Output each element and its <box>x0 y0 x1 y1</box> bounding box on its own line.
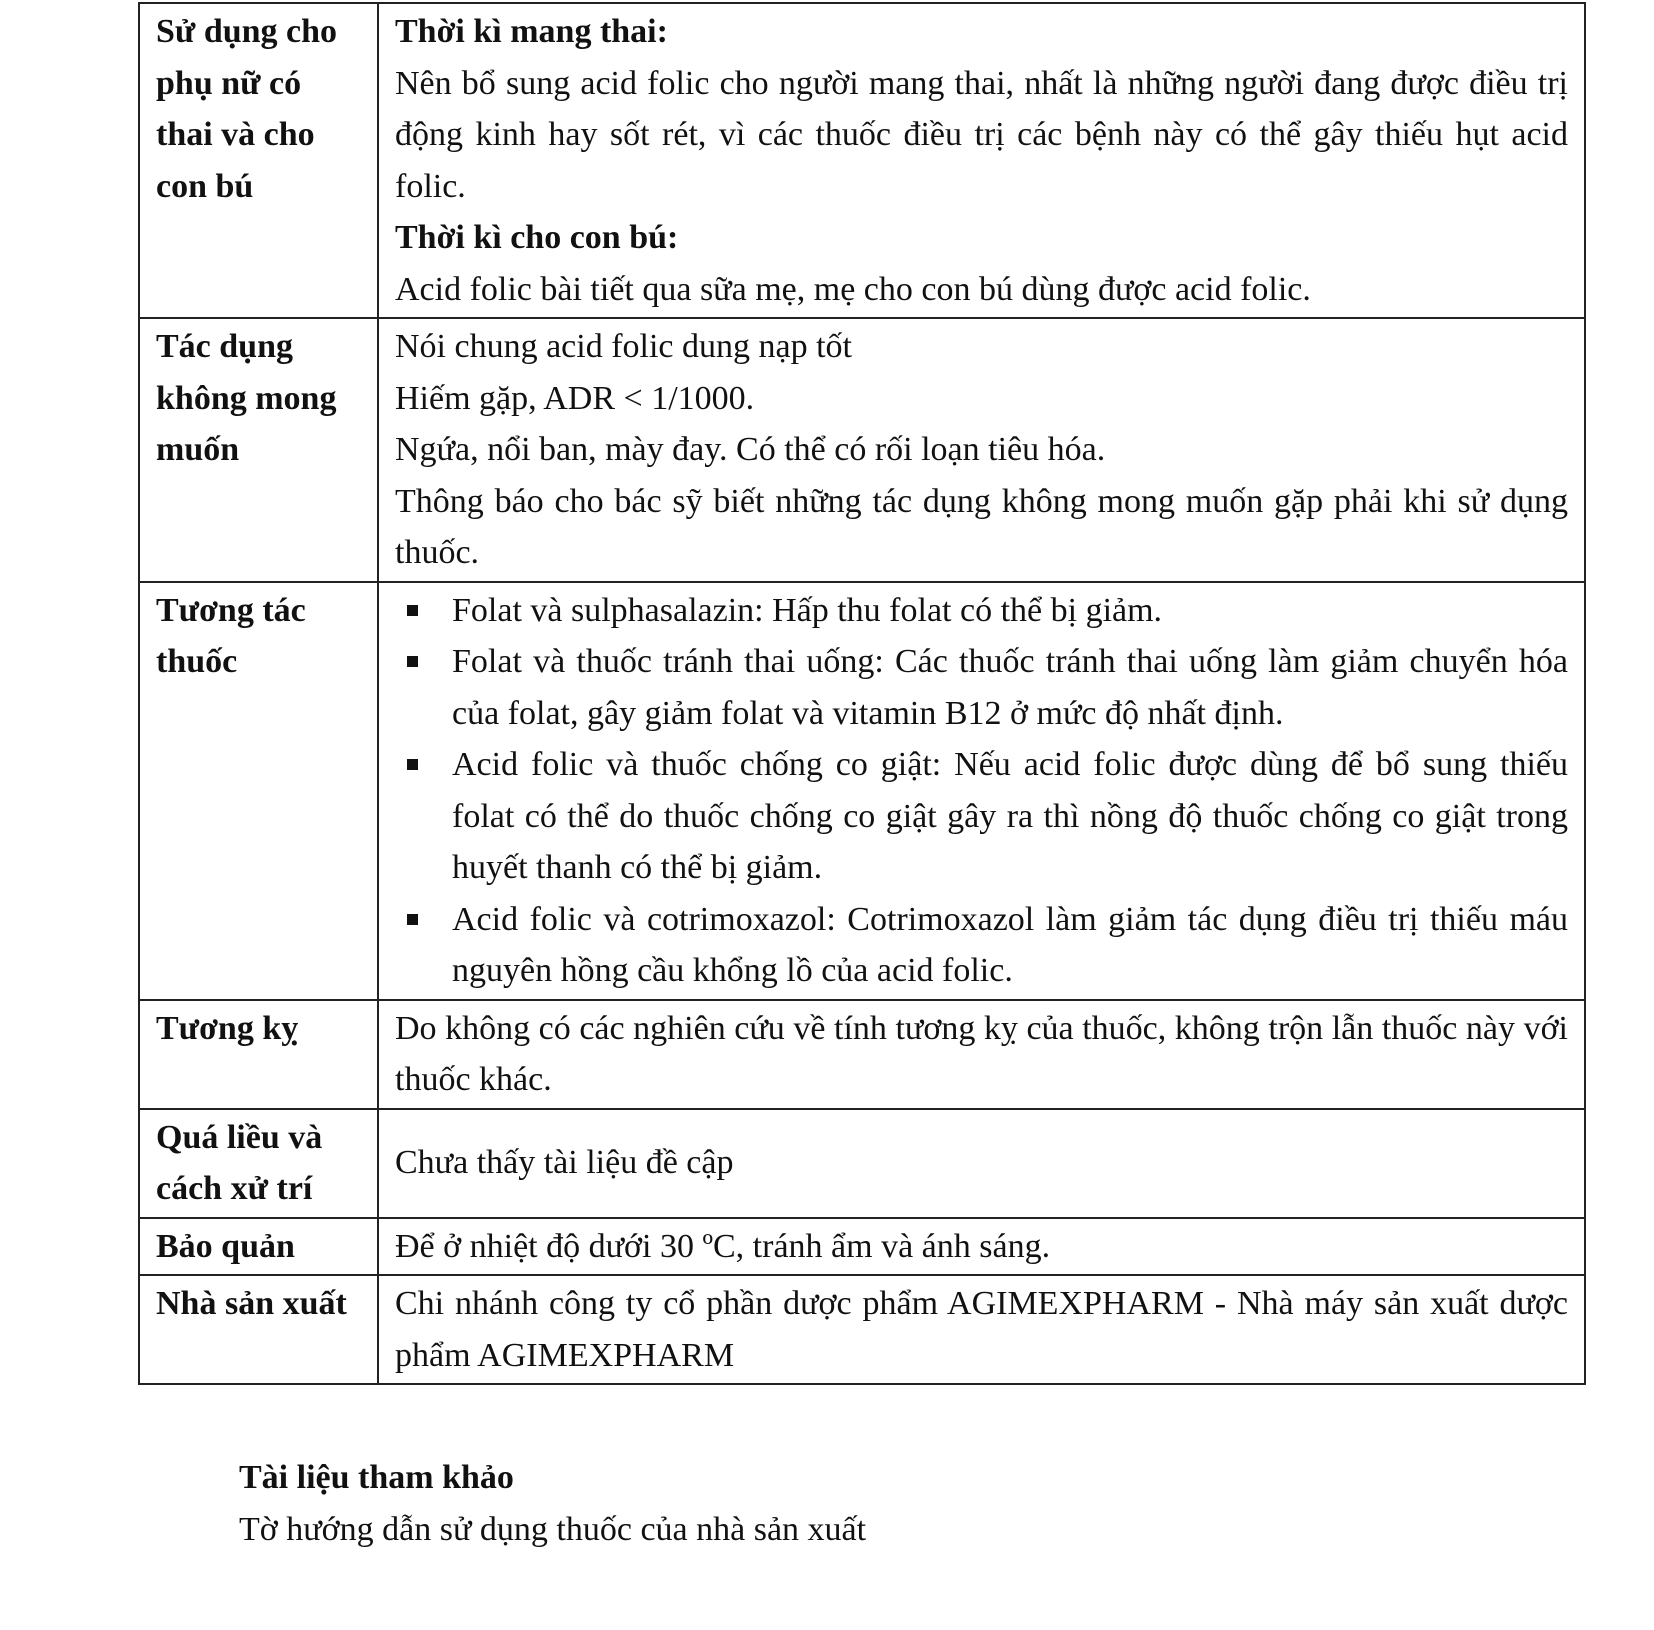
paragraph: Để ở nhiệt độ dưới 30 ºC, tránh ẩm và ánh sáng. <box>395 1227 1051 1265</box>
paragraph: Thông báo cho bác sỹ biết những tác dụng không mong muốn gặp phải khi sử dụng thuốc. <box>395 482 1568 571</box>
subheading: Thời kì cho con bú: <box>395 219 679 256</box>
row-content <box>378 1275 1585 1384</box>
list-item: Folat và sulphasalazin: Hấp thu folat có thể bị giảm. <box>395 585 1568 637</box>
row-content <box>378 1218 1585 1276</box>
paragraph: Acid folic bài tiết qua sữa mẹ, mẹ cho con bú dùng được acid folic. <box>395 270 1311 308</box>
table-row <box>139 1275 1585 1384</box>
paragraph: Nên bổ sung acid folic cho người mang thai, nhất là những người đang được điều trị động kinh hay sốt rét, vì các thuốc điều trị các bệnh này có thể gây thiếu hụt acid folic. <box>395 64 1568 205</box>
interaction-list <box>395 585 1568 997</box>
references-section <box>239 1452 1539 1556</box>
list-item: Acid folic và cotrimoxazol: Cotrimoxazol làm giảm tác dụng điều trị thiếu máu nguyên hồng cầu khổng lồ của acid folic. <box>395 894 1568 997</box>
subheading: Thời kì mang thai: <box>395 13 668 50</box>
table-row <box>139 1109 1585 1218</box>
references-title: Tài liệu tham khảo <box>239 1459 514 1496</box>
table-row <box>139 3 1585 318</box>
paragraph: Nói chung acid folic dung nạp tốt <box>395 328 853 365</box>
table-row <box>139 318 1585 582</box>
reference-item: Tờ hướng dẫn sử dụng thuốc của nhà sản xuất <box>239 1511 867 1548</box>
table-row <box>139 1218 1585 1276</box>
row-label: Tương tác thuốc <box>139 582 378 1000</box>
paragraph: Hiếm gặp, ADR < 1/1000. <box>395 379 755 417</box>
row-content <box>378 1000 1585 1109</box>
row-label: Bảo quản <box>139 1218 378 1276</box>
paragraph: Ngứa, nổi ban, mày đay. Có thể có rối loạn tiêu hóa. <box>395 431 1106 468</box>
drug-info-table <box>138 2 1586 1385</box>
list-item: Folat và thuốc tránh thai uống: Các thuốc tránh thai uống làm giảm chuyển hóa của folat, gây giảm folat và vitamin B12 ở mức độ nhất định. <box>395 636 1568 739</box>
row-label: Nhà sản xuất <box>139 1275 378 1384</box>
list-item: Acid folic và thuốc chống co giật: Nếu acid folic được dùng để bổ sung thiếu folat có thể do thuốc chống co giật gây ra thì nồng độ thuốc chống co giật trong huyết thanh có thể bị giảm. <box>395 739 1568 894</box>
row-content <box>378 1109 1585 1218</box>
paragraph: Do không có các nghiên cứu về tính tương kỵ của thuốc, không trộn lẫn thuốc này với thuốc khác. <box>395 1009 1568 1098</box>
row-content <box>378 582 1585 1000</box>
paragraph: Chi nhánh công ty cổ phần dược phẩm AGIMEXPHARM - Nhà máy sản xuất dược phẩm AGIMEXPHARM <box>395 1285 1568 1374</box>
row-content <box>378 3 1585 318</box>
table-row <box>139 1000 1585 1109</box>
row-content <box>378 318 1585 582</box>
paragraph: Chưa thấy tài liệu đề cập <box>395 1144 734 1182</box>
table-row <box>139 582 1585 1000</box>
row-label: Tương kỵ <box>139 1000 378 1109</box>
row-label: Tác dụng không mong muốn <box>139 318 378 582</box>
row-label: Quá liều và cách xử trí <box>139 1109 378 1218</box>
row-label: Sử dụng cho phụ nữ có thai và cho con bú <box>139 3 378 318</box>
